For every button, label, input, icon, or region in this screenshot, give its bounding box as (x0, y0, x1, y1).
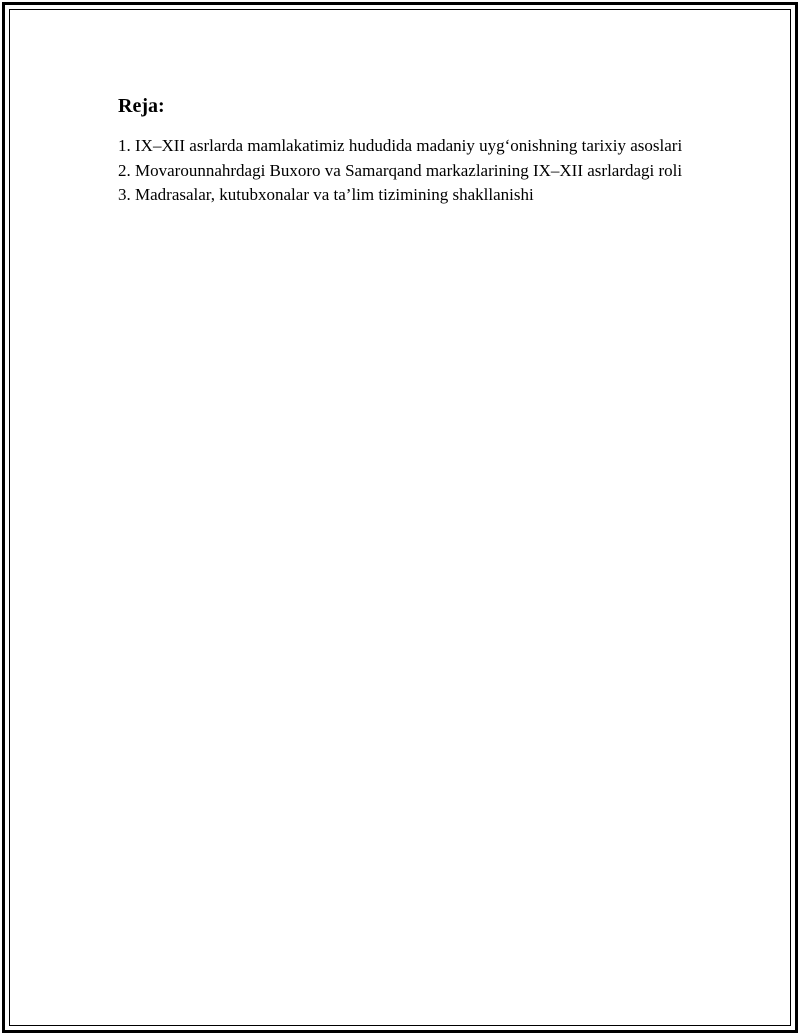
plan-item-1: 1. IX–XII asrlarda mamlakatimiz hududida madaniy uyg‘onishning tarixiy asoslari (118, 136, 683, 155)
plan-item-2: 2. Movarounnahrdagi Buxoro va Samarqand markazlarining IX–XII asrlardagi roli (118, 160, 683, 180)
plan-list (118, 134, 688, 208)
plan-item-3: 3. Madrasalar, kutubxonalar va ta’lim tizimining shakllanishi (118, 185, 534, 204)
page-content (118, 94, 688, 208)
plan-title: Reja: (118, 95, 165, 117)
